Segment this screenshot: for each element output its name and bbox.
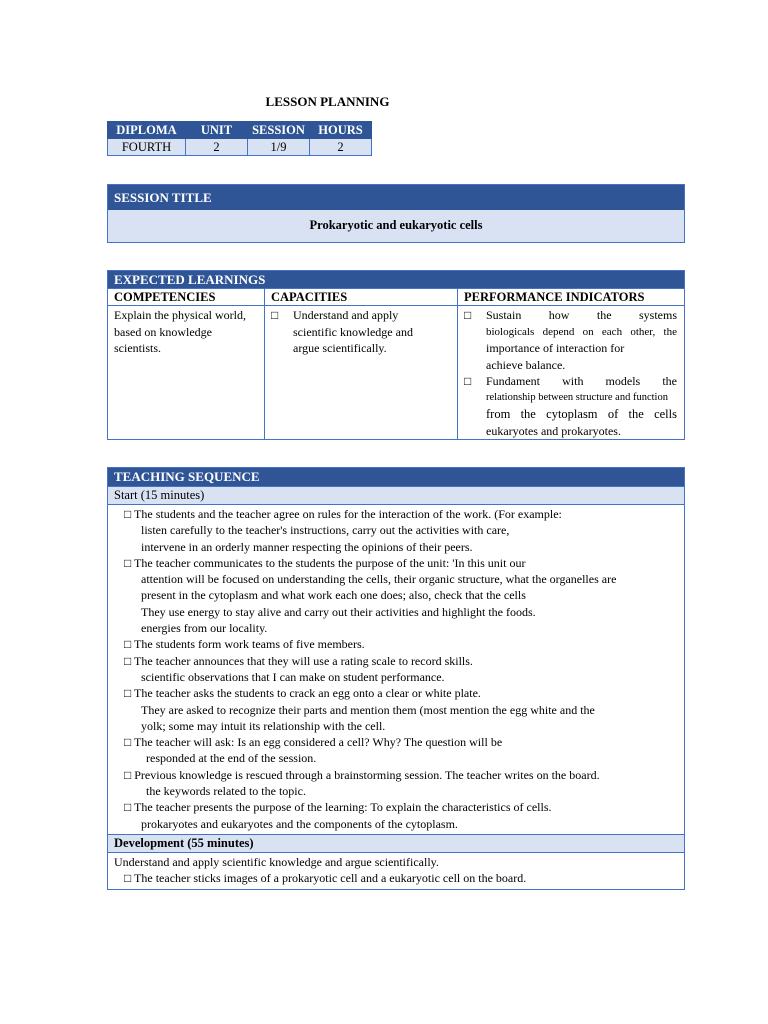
list-item-line: [124, 555, 676, 571]
indicator-line: biologicals depend on each other, the: [486, 325, 677, 338]
indicator-line: achieve balance.: [486, 357, 566, 372]
diploma-value: FOURTH: [108, 139, 186, 156]
course-info-value-row: [108, 139, 372, 156]
capacities-header: CAPACITIES: [264, 289, 457, 305]
bullet-box-icon: □: [124, 767, 132, 782]
unit-header: UNIT: [186, 122, 248, 139]
list-item-continuation: prokaryotes and eukaryotes and the components of the cytoplasm.: [141, 816, 458, 831]
start-phase-label: Start (15 minutes): [108, 486, 684, 504]
bullet-box-icon: □: [124, 800, 132, 815]
indicator-line: eukaryotes and prokaryotes.: [486, 423, 621, 438]
list-item-continuation: attention will be focused on understanding the cells, their organic structure, what the organelles are: [141, 572, 617, 587]
list-item-text: The teacher presents the purpose of the learning: To explain the characteristics of cells.: [134, 800, 552, 815]
list-item-text: The teacher communicates to the students the purpose of the unit: 'In this unit our: [134, 555, 526, 570]
indicator-line: Sustain how the systems: [486, 308, 677, 322]
list-item-line: [124, 685, 676, 701]
course-info-table: [107, 121, 372, 156]
list-item-continuation: They use energy to stay alive and carry out their activities and highlight the foods.: [141, 604, 536, 619]
bullet-box-icon: □: [124, 555, 132, 570]
bullet-box-icon: □: [124, 507, 132, 521]
indicator-item: [464, 373, 677, 439]
indicator-line: from the cytoplasm of the cells: [486, 407, 677, 421]
list-item: [108, 636, 676, 652]
list-item-continuation: scientific observations that I can make on student performance.: [141, 669, 445, 684]
indicator-line: Fundament with models the: [486, 374, 677, 388]
competencies-cell: [108, 306, 264, 439]
capacity-line: scientific knowledge and: [293, 324, 413, 339]
competency-line: scientists.: [114, 341, 161, 355]
list-item-text: The teacher will ask: Is an egg considered a cell? Why? The question will be: [134, 735, 503, 750]
teaching-sequence-section: [107, 467, 685, 890]
competency-line: based on knowledge: [114, 324, 212, 339]
list-item-line: [124, 734, 676, 750]
session-header: SESSION: [248, 122, 310, 139]
diploma-header: DIPLOMA: [108, 122, 186, 139]
competencies-header: COMPETENCIES: [114, 290, 216, 304]
bullet-box-icon: □: [271, 308, 279, 322]
capacity-line: argue scientifically.: [293, 341, 387, 355]
bullet-box-icon: □: [124, 735, 132, 750]
development-line: Understand and apply scientific knowledge and argue scientifically.: [114, 854, 439, 869]
learnings-body-row: [108, 305, 684, 439]
list-item: [108, 653, 676, 686]
capacity-line: Understand and apply: [293, 308, 399, 322]
development-phase-label: Development (55 minutes): [108, 834, 684, 852]
development-phase-items: [108, 852, 684, 889]
list-item-line: [124, 636, 676, 652]
list-item-line: □ The teacher sticks images of a prokaryotic cell and a eukaryotic cell on the board.: [124, 871, 527, 886]
list-item: [108, 685, 676, 734]
bullet-box-icon: □: [124, 871, 132, 886]
indicator-line: relationship between structure and function: [486, 391, 668, 403]
list-item-text: The students form work teams of five members.: [134, 637, 365, 652]
list-item-continuation: intervene in an orderly manner respecting the opinions of their peers.: [141, 539, 473, 554]
list-item: [108, 799, 676, 832]
list-item-continuation: the keywords related to the topic.: [146, 784, 306, 799]
list-item-text: Previous knowledge is rescued through a brainstorming session. The teacher writes on the board.: [134, 767, 600, 782]
list-item-continuation: yolk; some may intuit its relationship with the cell.: [141, 718, 386, 733]
competency-line: Explain the physical world,: [114, 308, 246, 322]
expected-learnings-section: [107, 270, 685, 440]
list-item-continuation: They are asked to recognize their parts and mention them (most mention the egg white and the: [141, 702, 595, 717]
list-item: [108, 870, 676, 886]
bullet-box-icon: □: [124, 653, 132, 668]
list-item-continuation: energies from our locality.: [141, 621, 268, 636]
teaching-sequence-header: TEACHING SEQUENCE: [108, 468, 684, 486]
bullet-box-icon: □: [464, 374, 472, 388]
session-value: 1/9: [248, 139, 310, 156]
course-info-header-row: [108, 122, 372, 139]
list-item-line: [124, 653, 676, 669]
list-item: [108, 555, 676, 636]
document-title: LESSON PLANNING: [265, 94, 390, 109]
session-title-header: SESSION TITLE: [108, 185, 684, 210]
list-item: [108, 734, 676, 767]
indicator-line: importance of interaction for: [486, 341, 625, 355]
expected-learnings-header: EXPECTED LEARNINGS: [108, 271, 684, 288]
list-item-continuation: listen carefully to the teacher's instructions, carry out the activities with care,: [141, 523, 510, 538]
list-item-line: [124, 799, 676, 815]
list-item-text: The students and the teacher agree on rules for the interaction of the work. (For example:: [134, 507, 562, 521]
hours-value: 2: [310, 139, 372, 156]
performance-indicators-header: PERFORMANCE INDICATORS: [457, 289, 683, 305]
performance-indicators-cell: [457, 306, 683, 439]
hours-header: HOURS: [310, 122, 372, 139]
list-item-continuation: responded at the end of the session.: [146, 751, 317, 766]
indicator-item: [464, 307, 677, 373]
session-title-section: [107, 184, 685, 243]
bullet-box-icon: □: [124, 686, 132, 701]
start-phase-items: [108, 504, 684, 834]
list-item: [108, 506, 676, 555]
capacities-cell: [264, 306, 457, 439]
bullet-box-icon: □: [124, 637, 132, 652]
capacity-item: [271, 307, 451, 357]
learnings-column-headers: [108, 288, 684, 305]
session-title-text: Prokaryotic and eukaryotic cells: [108, 210, 684, 242]
list-item-line: [124, 506, 676, 522]
unit-value: 2: [186, 139, 248, 156]
list-item: [108, 767, 676, 800]
list-item-continuation: present in the cytoplasm and what work each one does; also, check that the cells: [141, 588, 526, 603]
list-item-line: [124, 767, 676, 783]
list-item-text: The teacher announces that they will use a rating scale to record skills.: [134, 653, 473, 668]
bullet-box-icon: □: [464, 308, 472, 322]
list-item-text: The teacher asks the students to crack an egg onto a clear or white plate.: [134, 686, 481, 701]
